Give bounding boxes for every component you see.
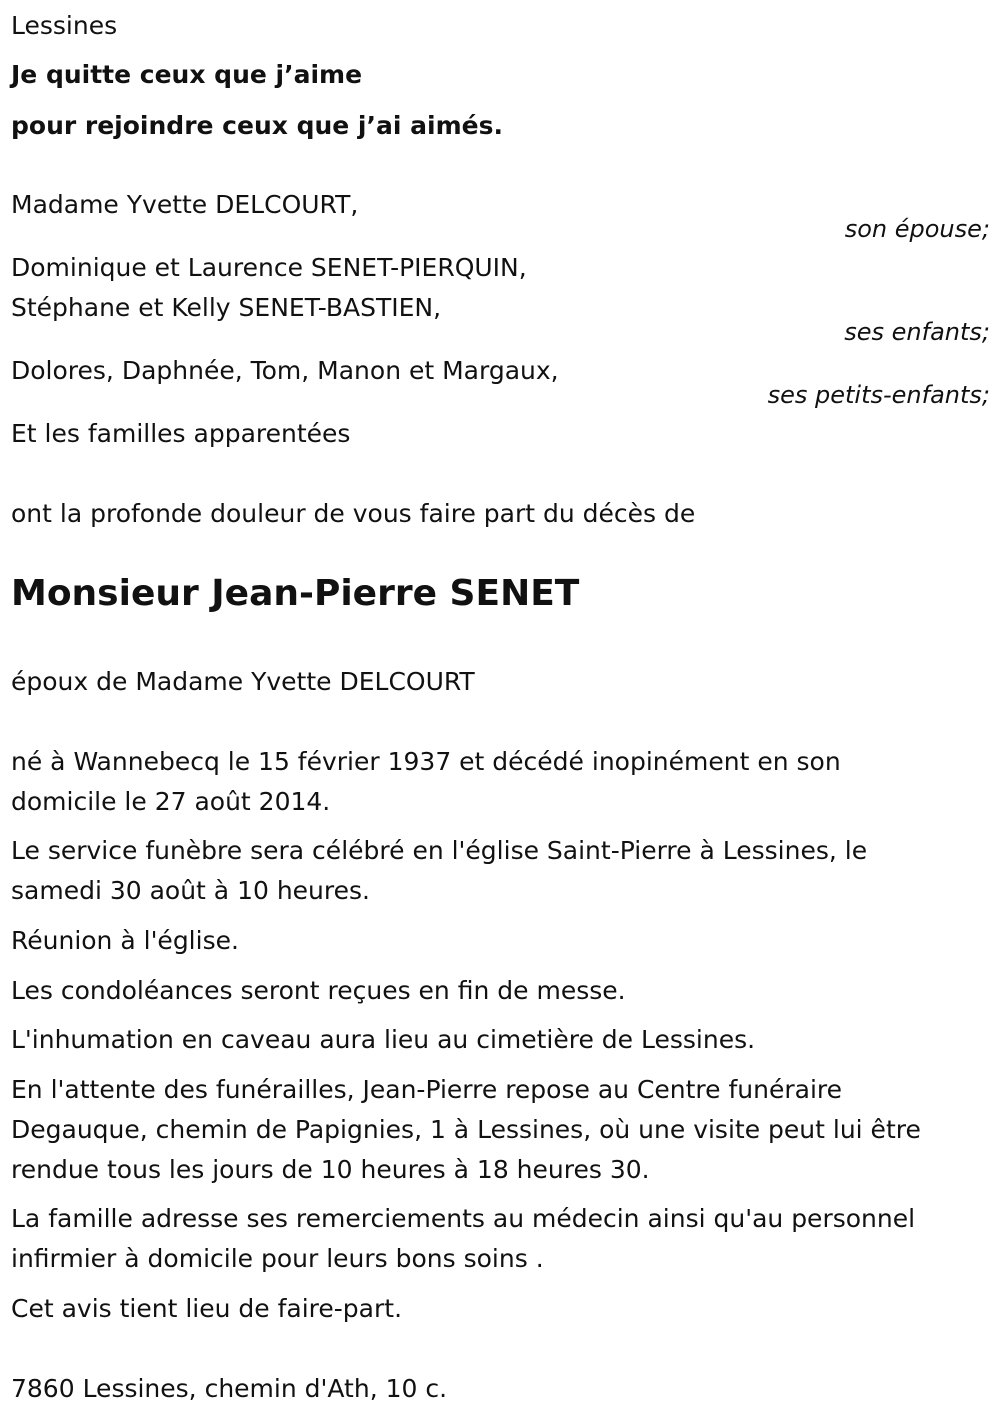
condolences-line: Les condoléances seront reçues en fin de messe. (11, 976, 626, 1005)
grandchildren-role: ses petits-enfants; (767, 381, 990, 409)
deceased-name: Monsieur Jean-Pierre SENET (11, 573, 580, 614)
spouse-of-line: époux de Madame Yvette DELCOURT (11, 667, 475, 696)
grandchildren-names: Dolores, Daphnée, Tom, Manon et Margaux, (11, 356, 559, 385)
burial-line: L'inhumation en caveau aura lieu au cimetière de Lessines. (11, 1025, 756, 1054)
wake-line-3: rendue tous les jours de 10 heures à 18 heures 30. (11, 1155, 650, 1184)
service-line-2: samedi 30 août à 10 heures. (11, 876, 370, 905)
child-name-1: Dominique et Laurence SENET-PIERQUIN, (11, 253, 527, 282)
location-label: Lessines (11, 11, 118, 40)
quote-line-1: Je quitte ceux que j’aime (11, 60, 363, 89)
meeting-line: Réunion à l'église. (11, 926, 239, 955)
announcement-line: ont la profonde douleur de vous faire part du décès de (11, 499, 696, 528)
notice-line: Cet avis tient lieu de faire-part. (11, 1294, 403, 1323)
spouse-name: Madame Yvette DELCOURT, (11, 190, 359, 219)
wake-line-2: Degauque, chemin de Papignies, 1 à Lessines, où une visite peut lui être (11, 1115, 921, 1144)
wake-line-1: En l'attente des funérailles, Jean-Pierre repose au Centre funéraire (11, 1075, 843, 1104)
birth-death-line-2: domicile le 27 août 2014. (11, 787, 331, 816)
children-role: ses enfants; (844, 318, 990, 346)
relatives-line: Et les familles apparentées (11, 419, 351, 448)
child-name-2: Stéphane et Kelly SENET-BASTIEN, (11, 293, 442, 322)
quote-line-2: pour rejoindre ceux que j’ai aimés. (11, 111, 503, 140)
birth-death-line-1: né à Wannebecq le 15 février 1937 et décédé inopinément en son (11, 747, 841, 776)
service-line-1: Le service funèbre sera célébré en l'église Saint-Pierre à Lessines, le (11, 836, 868, 865)
thanks-line-2: infirmier à domicile pour leurs bons soins . (11, 1244, 544, 1273)
spouse-role: son épouse; (844, 215, 990, 243)
address-line: 7860 Lessines, chemin d'Ath, 10 c. (11, 1374, 448, 1403)
thanks-line-1: La famille adresse ses remerciements au médecin ainsi qu'au personnel (11, 1204, 916, 1233)
